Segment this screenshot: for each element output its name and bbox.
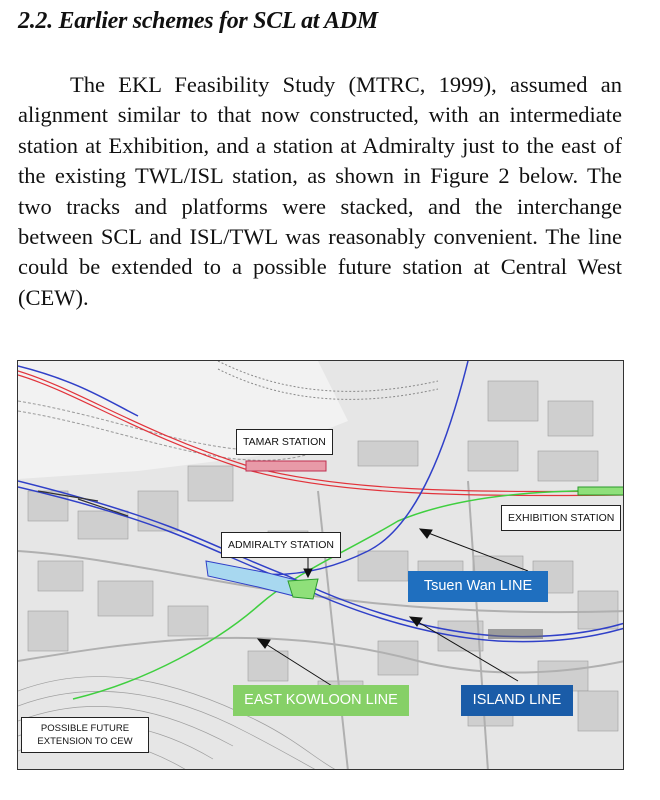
- future-extension-label: [21, 717, 149, 753]
- section-heading: 2.2. Earlier schemes for SCL at ADM: [18, 8, 378, 34]
- east-kowloon-line-label: EAST KOWLOON LINE: [233, 685, 409, 716]
- tamar-station-box: [246, 461, 326, 471]
- body-paragraph: The EKL Feasibility Study (MTRC, 1999), assumed an alignment similar to that now constructed, with an intermediate station at Exhibition, and a station at Admiralty just to the east of the existing TWL/ISL station, as shown in Figure 2 below. The two tracks and platforms were stacked, and the interchange between SCL and ISL/TWL was reasonably convenient. The line could be extended to a possible future station at Central West (CEW).: [18, 72, 622, 310]
- island-line-label: ISLAND LINE: [461, 685, 573, 716]
- exhibition-station-box: [578, 487, 624, 495]
- admiralty-station-label: ADMIRALTY STATION: [221, 532, 341, 558]
- future-extension-line2: EXTENSION TO CEW: [37, 736, 133, 747]
- alignment-map-figure: [17, 360, 624, 770]
- tamar-station-label: TAMAR STATION: [236, 429, 333, 455]
- future-extension-line1: POSSIBLE FUTURE: [40, 723, 130, 734]
- tsuen-wan-line-label: Tsuen Wan LINE: [408, 571, 548, 602]
- exhibition-station-label: EXHIBITION STATION: [501, 505, 621, 531]
